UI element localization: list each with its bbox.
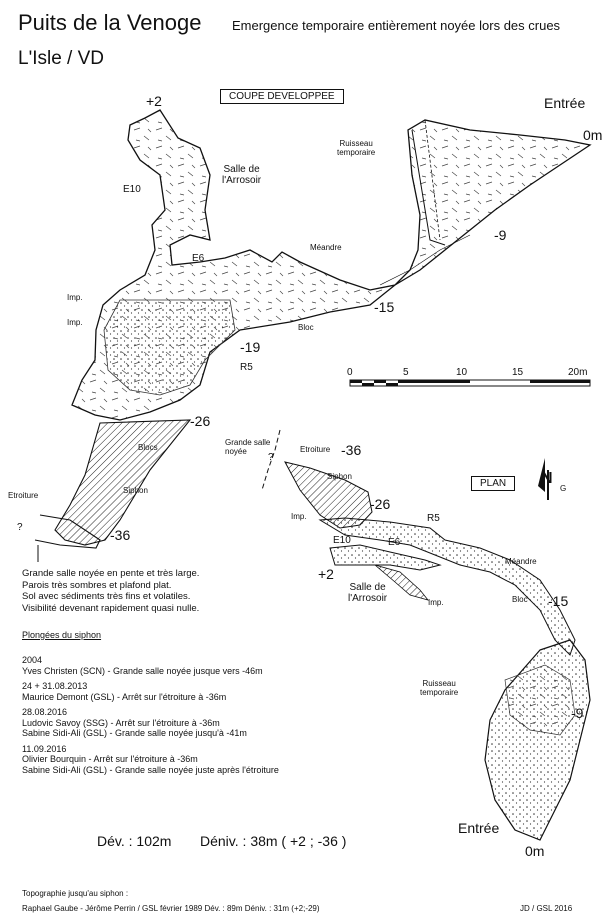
siphon-notes — [22, 568, 199, 614]
section-label-0m: 0m — [583, 127, 603, 143]
section-label-siphon: Siphon — [123, 486, 148, 495]
section-label-meandre: Méandre — [310, 243, 342, 252]
plan-label-minus15: -15 — [548, 593, 569, 609]
plan-label-question: ? — [268, 452, 274, 463]
note-line: Sol avec sédiments très fins et volatiles. — [22, 591, 191, 603]
dives-list — [22, 655, 279, 775]
plan-label-bloc: Bloc — [512, 595, 528, 604]
note-line: Parois très sombres et plafond plat. — [22, 579, 172, 591]
map-title: Puits de la Venoge — [18, 10, 202, 35]
north-g-label: G — [560, 484, 567, 493]
section-label-minus36: -36 — [110, 527, 131, 543]
stat-dev: Dév. : 102m — [97, 833, 172, 849]
map-subtitle: Emergence temporaire entièrement noyée lors des crues — [232, 18, 561, 33]
plan-label-imp-2: Imp. — [428, 598, 444, 607]
dive-line: Olivier Bourquin - Arrêt sur l'étroiture à -36m — [22, 754, 198, 764]
plan-label-ruisseau: Ruisseau temporaire — [420, 679, 459, 697]
note-line: Grande salle noyée en pente et très large. — [22, 568, 200, 579]
plan-label-salle-arrosoir: Salle de l'Arrosoir — [348, 582, 388, 604]
footer-credit: JD / GSL 2016 — [520, 904, 573, 913]
section-label-imp-2: Imp. — [67, 318, 83, 327]
plan-label-plus2: +2 — [318, 566, 334, 582]
section-label-bloc: Bloc — [298, 323, 314, 332]
plan-label-siphon: Siphon — [327, 472, 352, 481]
section-label-imp-1: Imp. — [67, 293, 83, 302]
note-line: Visibilité devenant rapidement quasi nulle. — [22, 602, 200, 614]
section-label-e10: E10 — [123, 184, 141, 195]
dive-line: Ludovic Savoy (SSG) - Arrêt sur l'étroiture à -36m — [22, 717, 220, 728]
map-location: L'Isle / VD — [18, 48, 104, 69]
section-label-entree: Entrée — [544, 95, 586, 111]
footer-topo-line: Raphael Gaube - Jérôme Perrin / GSL février 1989 Dév. : 89m Déniv. : 31m (+2;-29) — [22, 904, 320, 913]
scale-tick-5: 5 — [403, 367, 409, 378]
section-label-plus2: +2 — [146, 93, 162, 109]
scale-tick-15: 15 — [512, 367, 524, 378]
dive-line: 24 + 31.08.2013 — [22, 681, 88, 691]
plan-label-grande-salle: Grande salle noyée — [225, 438, 271, 456]
section-label-etroiture: Etroiture — [8, 491, 39, 500]
plan-passage — [262, 430, 590, 840]
dives-heading: Plongées du siphon — [22, 630, 102, 640]
section-title-box: COUPE DEVELOPPEE — [220, 89, 344, 104]
scale-tick-20m: 20m — [568, 367, 588, 378]
scale-tick-0: 0 — [347, 367, 353, 378]
plan-label-minus9: -9 — [571, 705, 584, 721]
section-label-minus9: -9 — [494, 227, 507, 243]
scale-tick-10: 10 — [456, 367, 468, 378]
section-label-question: ? — [17, 522, 23, 533]
plan-label-etroiture: Etroiture — [300, 445, 331, 454]
dive-line: 2004 — [22, 655, 43, 665]
plan-label-minus36: -36 — [341, 442, 362, 458]
north-arrow-icon: N — [541, 470, 553, 487]
plan-label-0m: 0m — [525, 843, 545, 859]
plan-label-minus26: -26 — [370, 496, 391, 512]
section-label-ruisseau: Ruisseau temporaire — [337, 139, 376, 157]
footer-topo-heading: Topographie jusqu'au siphon : — [22, 889, 129, 898]
plan-label-imp-1: Imp. — [291, 512, 307, 521]
dive-line: Sabine Sidi-Ali (GSL) - Grande salle noyée jusqu'à -41m — [22, 728, 247, 738]
plan-label-e10: E10 — [333, 535, 351, 546]
dive-line: 28.08.2016 — [22, 707, 68, 717]
section-label-minus19: -19 — [240, 339, 261, 355]
dive-line: Yves Christen (SCN) - Grande salle noyée jusque vers -46m — [22, 665, 263, 676]
stat-deniv: Déniv. : 38m ( +2 ; -36 ) — [200, 833, 347, 849]
dive-line: Maurice Demont (GSL) - Arrêt sur l'étroiture à -36m — [22, 691, 227, 702]
plan-label-e6: E6 — [388, 537, 401, 548]
section-label-minus26: -26 — [190, 413, 211, 429]
section-label-e6: E6 — [192, 253, 205, 264]
section-label-salle-arrosoir: Salle de l'Arrosoir — [222, 164, 262, 186]
plan-label-meandre: Méandre — [505, 557, 537, 566]
scale-bar — [350, 380, 590, 386]
plan-title-box: PLAN — [471, 476, 515, 491]
section-label-blocs: Blocs — [138, 443, 158, 452]
plan-label-entree: Entrée — [458, 820, 500, 836]
section-label-minus15: -15 — [374, 299, 395, 315]
section-label-r5: R5 — [240, 362, 253, 373]
dive-line: 11.09.2016 — [22, 743, 67, 754]
plan-label-r5: R5 — [427, 513, 440, 524]
dive-line: Sabine Sidi-Ali (GSL) - Grande salle noyée juste après l'étroiture — [22, 764, 279, 775]
